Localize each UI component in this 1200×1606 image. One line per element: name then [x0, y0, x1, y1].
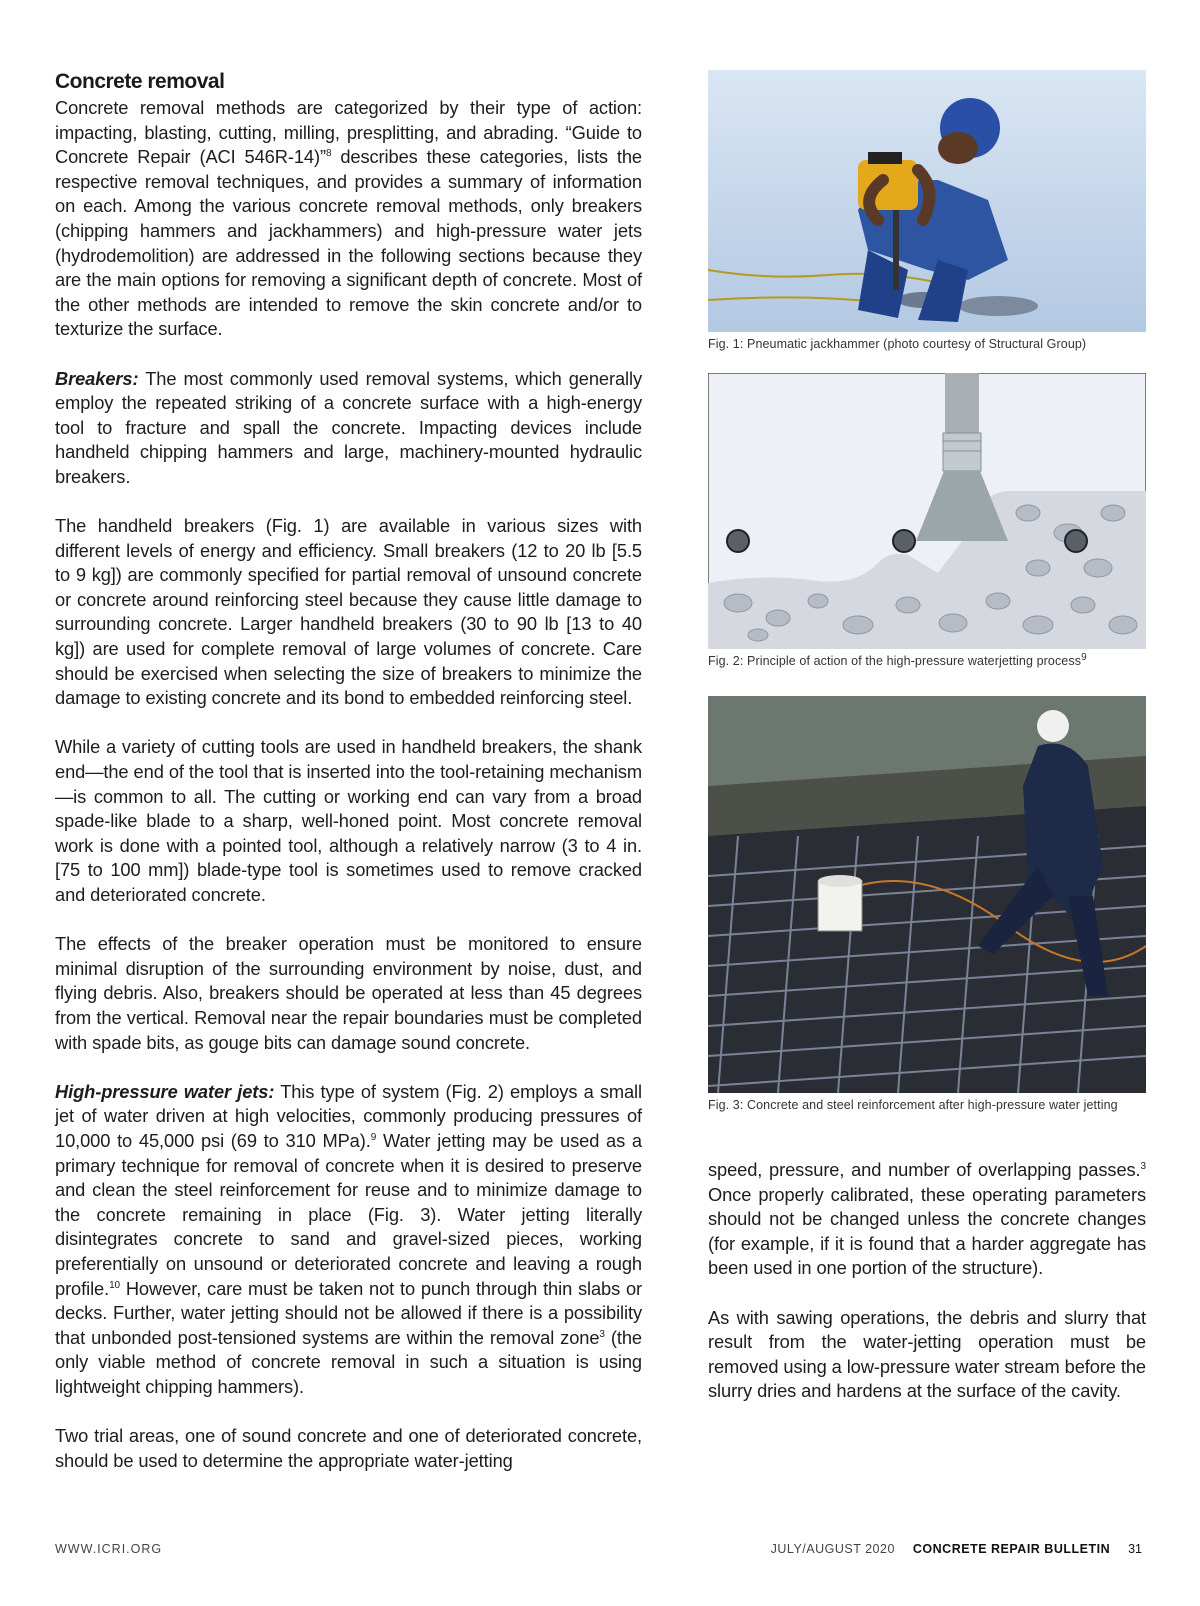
paragraph-speed-pressure: [708, 1158, 1146, 1281]
footer-issue: JULY/AUGUST 2020: [770, 1542, 895, 1556]
footer-website: WWW.ICRI.ORG: [55, 1542, 163, 1556]
water-text-d: (the only viable method of concrete removal in such a situation is using lightweight chipping hammers).: [55, 1326, 642, 1397]
paragraph-water-jets: [55, 1080, 642, 1400]
breakers-runin-heading: Breakers:: [55, 367, 139, 389]
jackhammer-photo: [708, 70, 1146, 332]
figure-2-caption-text: Fig. 2: Principle of action of the high-pressure waterjetting process: [708, 654, 1082, 668]
paragraph-effects: The effects of the breaker operation must be monitored to ensure minimal disruption of the surrounding environment by noise, dust, and flying debris. Also, breakers should be operated at less than 45 degrees from the vertical. Removal near the repair boundaries must be completed with spade bits, as gouge bits can damage sound concrete.: [55, 933, 642, 1053]
rebar-photo: [708, 696, 1146, 1093]
water-text-a: This type of system (Fig. 2) employs a small jet of water driven at high velocities, commonly producing pressures of 10,000 to 45,000 psi (69 to 310 MPa).: [55, 1080, 642, 1151]
figure-2-reference: 9: [1081, 651, 1087, 663]
spacer: [708, 1114, 1146, 1158]
intro-text-cont: describes these categories, lists the respective removal techniques, and provides a summary of information on each. Among the various concrete removal methods, only breakers (chipping hammers and jackhammers) and high-pressure water jets (hydrodemolition) are addressed in the following sections because they are the main options for removing a significant depth of concrete. Most of the other methods are intended to remove the skin concrete and/or to texturize the surface.: [55, 146, 642, 340]
reference-10: 10: [109, 1279, 121, 1291]
paragraph-intro: [55, 96, 642, 342]
waterjetting-diagram: [708, 373, 1146, 649]
paragraph-cutting-tools: While a variety of cutting tools are used in handheld breakers, the shank end—the end of the tool that is inserted into the tool-retaining mechanism—is common to all. The cutting or working end can vary from a broad spade-like blade to a sharp, well-honed point. Most concrete removal work is done with a pointed tool, although a relatively narrow (3 to 4 in. [75 to 100 mm]) blade-type tool is sometimes used to remove cracked and deteriorated concrete.: [55, 736, 642, 905]
reference-3b: 3: [1140, 1160, 1146, 1172]
speed-text-b: Once properly calibrated, these operating parameters should not be changed unless the concrete changes (for example, if it is found that a harder aggregate has been used in one portion of the structure).: [708, 1183, 1146, 1279]
speed-text-a: speed, pressure, and number of overlapping passes.: [708, 1159, 1141, 1180]
reference-3: 3: [599, 1328, 605, 1340]
reference-8: 8: [325, 148, 332, 160]
figure-3-caption: Fig. 3: Concrete and steel reinforcement after high-pressure water jetting: [708, 1098, 1118, 1112]
breakers-text: The most commonly used removal systems, which generally employ the repeated striking of a concrete surface with a high-energy tool to fracture and spall the concrete. Impacting devices include handheld chipping hammers and large, machinery-mounted hydraulic breakers.: [55, 367, 642, 487]
figure-2: [708, 373, 1146, 649]
water-jets-runin-heading: High-pressure water jets:: [55, 1080, 275, 1102]
right-column: [708, 70, 1146, 1429]
paragraph-breakers: [55, 367, 642, 490]
water-text-c: However, care must be taken not to punch through thin slabs or decks. Further, water jetting should not be allowed if there is a possibility that unbonded post-tensioned systems are within the removal zone: [55, 1277, 642, 1348]
paragraph-handheld: The handheld breakers (Fig. 1) are available in various sizes with different levels of energy and efficiency. Small breakers (12 to 20 lb [5.5 to 9 kg]) are commonly specified for partial removal of unsound concrete or concrete around reinforcing steel because they cause little damage to surrounding concrete. Larger handheld breakers (30 to 90 lb [13 to 40 kg]) are used for complete removal of large volumes of concrete. Care should be exercised when selecting the size of breakers to minimize the damage to existing concrete and its bond to embedded reinforcing steel.: [55, 515, 642, 709]
section-heading: Concrete removal: [55, 70, 225, 93]
figure-1: [708, 70, 1146, 332]
paragraph-sawing: As with sawing operations, the debris and slurry that result from the water-jetting operation must be removed using a low-pressure water stream before the slurry dries and hardens at the surface of the cavity.: [708, 1306, 1146, 1402]
reference-9: 9: [370, 1131, 377, 1143]
figure-3: [708, 696, 1146, 1093]
intro-text: Concrete removal methods are categorized by their type of action: impacting, blasting, cutting, milling, presplitting, and abrading. “Guide to Concrete Repair (ACI 546R-14)”: [55, 97, 642, 168]
footer-right: [771, 1542, 1142, 1556]
left-column: [55, 70, 642, 1498]
water-text-b: Water jetting may be used as a primary technique for removal of concrete when it is desired to preserve and clean the steel reinforcement for reuse and to minimize damage to the concrete remaining in place (Fig. 3). Water jetting literally disintegrates concrete to sand and gravel-sized pieces, working preferentially on unsound or deteriorated concrete and leaving a rough profile.: [55, 1129, 642, 1299]
page-number: 31: [1128, 1542, 1142, 1556]
paragraph-trial-areas: Two trial areas, one of sound concrete and one of deteriorated concrete, should be used to determine the appropriate water-jetting: [55, 1425, 642, 1471]
figure-2-caption: [708, 652, 1146, 670]
footer-magazine: CONCRETE REPAIR BULLETIN: [912, 1542, 1111, 1556]
figure-1-caption: Fig. 1: Pneumatic jackhammer (photo courtesy of Structural Group): [708, 337, 1087, 351]
